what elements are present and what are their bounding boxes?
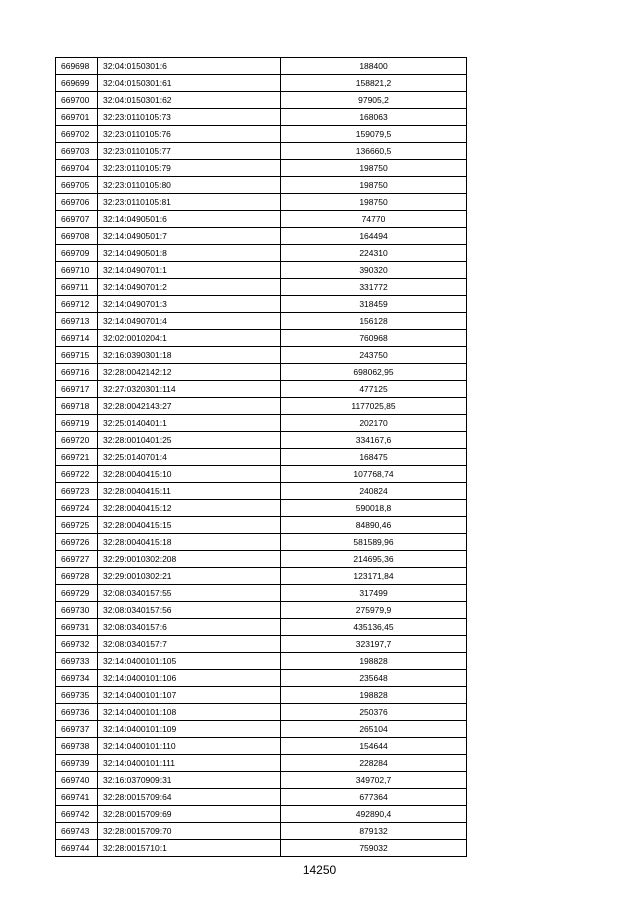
cadastral-number-cell: 32:28:0040415:15: [98, 517, 281, 534]
cadastral-number-cell: 32:23:0110105:77: [98, 143, 281, 160]
table-row: [56, 534, 467, 551]
value-cell: 275979,9: [281, 602, 467, 619]
value-cell: 318459: [281, 296, 467, 313]
row-number-cell: 669733: [56, 653, 98, 670]
value-cell: 188400: [281, 58, 467, 75]
cadastral-number-cell: 32:14:0400101:105: [98, 653, 281, 670]
table-row: [56, 687, 467, 704]
table-row: [56, 262, 467, 279]
value-cell: 202170: [281, 415, 467, 432]
table-row: [56, 619, 467, 636]
value-cell: 240824: [281, 483, 467, 500]
value-cell: 492890,4: [281, 806, 467, 823]
value-cell: 323197,7: [281, 636, 467, 653]
row-number-cell: 669726: [56, 534, 98, 551]
value-cell: 198750: [281, 177, 467, 194]
value-cell: 390320: [281, 262, 467, 279]
cadastral-number-cell: 32:27:0320301:114: [98, 381, 281, 398]
row-number-cell: 669735: [56, 687, 98, 704]
value-cell: 198828: [281, 653, 467, 670]
row-number-cell: 669728: [56, 568, 98, 585]
table-row: [56, 296, 467, 313]
value-cell: 349702,7: [281, 772, 467, 789]
value-cell: 228284: [281, 755, 467, 772]
value-cell: 159079,5: [281, 126, 467, 143]
table-row: [56, 160, 467, 177]
cadastral-number-cell: 32:14:0490501:7: [98, 228, 281, 245]
table-row: [56, 636, 467, 653]
row-number-cell: 669701: [56, 109, 98, 126]
value-cell: 879132: [281, 823, 467, 840]
table-row: [56, 483, 467, 500]
table-row: [56, 228, 467, 245]
cadastral-number-cell: 32:14:0490501:6: [98, 211, 281, 228]
table-row: [56, 551, 467, 568]
value-cell: 235648: [281, 670, 467, 687]
row-number-cell: 669700: [56, 92, 98, 109]
table-row: [56, 432, 467, 449]
cadastral-number-cell: 32:28:0015710:1: [98, 840, 281, 857]
table-row: [56, 245, 467, 262]
row-number-cell: 669698: [56, 58, 98, 75]
table-row: [56, 653, 467, 670]
value-cell: 214695,36: [281, 551, 467, 568]
row-number-cell: 669736: [56, 704, 98, 721]
value-cell: 759032: [281, 840, 467, 857]
table-row: [56, 602, 467, 619]
row-number-cell: 669712: [56, 296, 98, 313]
row-number-cell: 669739: [56, 755, 98, 772]
row-number-cell: 669703: [56, 143, 98, 160]
table-row: [56, 398, 467, 415]
cadastral-number-cell: 32:14:0490501:8: [98, 245, 281, 262]
cadastral-number-cell: 32:16:0370909:31: [98, 772, 281, 789]
row-number-cell: 669716: [56, 364, 98, 381]
row-number-cell: 669702: [56, 126, 98, 143]
row-number-cell: 669742: [56, 806, 98, 823]
row-number-cell: 669723: [56, 483, 98, 500]
row-number-cell: 669720: [56, 432, 98, 449]
row-number-cell: 669740: [56, 772, 98, 789]
value-cell: 154644: [281, 738, 467, 755]
table-row: [56, 721, 467, 738]
value-cell: 156128: [281, 313, 467, 330]
table-row: [56, 364, 467, 381]
cadastral-number-cell: 32:28:0042142:12: [98, 364, 281, 381]
cadastral-number-cell: 32:14:0490701:4: [98, 313, 281, 330]
row-number-cell: 669737: [56, 721, 98, 738]
cadastral-number-cell: 32:08:0340157:56: [98, 602, 281, 619]
table-row: [56, 738, 467, 755]
value-cell: 168475: [281, 449, 467, 466]
table-row: [56, 58, 467, 75]
table-row: [56, 789, 467, 806]
value-cell: 224310: [281, 245, 467, 262]
cadastral-number-cell: 32:14:0400101:111: [98, 755, 281, 772]
value-cell: 107768,74: [281, 466, 467, 483]
cadastral-number-cell: 32:14:0400101:106: [98, 670, 281, 687]
cadastral-number-cell: 32:28:0010401:25: [98, 432, 281, 449]
value-cell: 243750: [281, 347, 467, 364]
row-number-cell: 669719: [56, 415, 98, 432]
value-cell: 198828: [281, 687, 467, 704]
page-number: 14250: [302, 863, 337, 877]
table-row: [56, 772, 467, 789]
table-row: [56, 517, 467, 534]
table-row: [56, 211, 467, 228]
value-cell: 590018,8: [281, 500, 467, 517]
table-row: [56, 313, 467, 330]
row-number-cell: 669731: [56, 619, 98, 636]
row-number-cell: 669704: [56, 160, 98, 177]
cadastral-number-cell: 32:28:0042143:27: [98, 398, 281, 415]
cadastral-number-cell: 32:28:0040415:10: [98, 466, 281, 483]
value-cell: 477125: [281, 381, 467, 398]
cadastral-number-cell: 32:23:0110105:79: [98, 160, 281, 177]
row-number-cell: 669705: [56, 177, 98, 194]
row-number-cell: 669713: [56, 313, 98, 330]
value-cell: 198750: [281, 194, 467, 211]
value-cell: 198750: [281, 160, 467, 177]
cadastral-number-cell: 32:29:0010302:21: [98, 568, 281, 585]
cadastral-number-cell: 32:23:0110105:73: [98, 109, 281, 126]
value-cell: 1177025,85: [281, 398, 467, 415]
table-row: [56, 330, 467, 347]
cadastral-number-cell: 32:04:0150301:62: [98, 92, 281, 109]
row-number-cell: 669707: [56, 211, 98, 228]
table-row: [56, 279, 467, 296]
table-row: [56, 449, 467, 466]
table-row: [56, 126, 467, 143]
value-cell: 250376: [281, 704, 467, 721]
value-cell: 677364: [281, 789, 467, 806]
table-row: [56, 500, 467, 517]
cadastral-number-cell: 32:28:0040415:12: [98, 500, 281, 517]
cadastral-number-cell: 32:23:0110105:80: [98, 177, 281, 194]
value-cell: 123171,84: [281, 568, 467, 585]
table-row: [56, 177, 467, 194]
cadastral-number-cell: 32:14:0400101:107: [98, 687, 281, 704]
value-cell: 168063: [281, 109, 467, 126]
cadastral-number-cell: 32:25:0140701:4: [98, 449, 281, 466]
cadastral-number-cell: 32:08:0340157:6: [98, 619, 281, 636]
row-number-cell: 669699: [56, 75, 98, 92]
table-row: [56, 823, 467, 840]
table-row: [56, 466, 467, 483]
row-number-cell: 669741: [56, 789, 98, 806]
cadastral-number-cell: 32:14:0490701:1: [98, 262, 281, 279]
row-number-cell: 669732: [56, 636, 98, 653]
table-row: [56, 109, 467, 126]
records-table: [55, 57, 467, 857]
row-number-cell: 669711: [56, 279, 98, 296]
row-number-cell: 669744: [56, 840, 98, 857]
table-row: [56, 381, 467, 398]
row-number-cell: 669708: [56, 228, 98, 245]
table-row: [56, 755, 467, 772]
cadastral-number-cell: 32:23:0110105:76: [98, 126, 281, 143]
cadastral-number-cell: 32:14:0490701:2: [98, 279, 281, 296]
row-number-cell: 669710: [56, 262, 98, 279]
cadastral-number-cell: 32:28:0040415:11: [98, 483, 281, 500]
value-cell: 97905,2: [281, 92, 467, 109]
cadastral-number-cell: 32:29:0010302:208: [98, 551, 281, 568]
value-cell: 164494: [281, 228, 467, 245]
row-number-cell: 669727: [56, 551, 98, 568]
row-number-cell: 669722: [56, 466, 98, 483]
row-number-cell: 669743: [56, 823, 98, 840]
row-number-cell: 669714: [56, 330, 98, 347]
value-cell: 698062,95: [281, 364, 467, 381]
table-row: [56, 585, 467, 602]
table-row: [56, 415, 467, 432]
value-cell: 158821,2: [281, 75, 467, 92]
cadastral-number-cell: 32:28:0040415:18: [98, 534, 281, 551]
table-row: [56, 92, 467, 109]
row-number-cell: 669717: [56, 381, 98, 398]
cadastral-number-cell: 32:02:0010204:1: [98, 330, 281, 347]
row-number-cell: 669738: [56, 738, 98, 755]
table-row: [56, 347, 467, 364]
table-row: [56, 568, 467, 585]
row-number-cell: 669730: [56, 602, 98, 619]
row-number-cell: 669729: [56, 585, 98, 602]
value-cell: 136660,5: [281, 143, 467, 160]
row-number-cell: 669709: [56, 245, 98, 262]
cadastral-number-cell: 32:14:0400101:108: [98, 704, 281, 721]
records-table-body: [56, 58, 467, 857]
table-row: [56, 143, 467, 160]
cadastral-number-cell: 32:28:0015709:70: [98, 823, 281, 840]
value-cell: 334167,6: [281, 432, 467, 449]
cadastral-number-cell: 32:08:0340157:55: [98, 585, 281, 602]
row-number-cell: 669715: [56, 347, 98, 364]
value-cell: 435136,45: [281, 619, 467, 636]
table-row: [56, 75, 467, 92]
table-row: [56, 806, 467, 823]
row-number-cell: 669706: [56, 194, 98, 211]
value-cell: 265104: [281, 721, 467, 738]
cadastral-number-cell: 32:16:0390301:18: [98, 347, 281, 364]
cadastral-number-cell: 32:04:0150301:6: [98, 58, 281, 75]
cadastral-number-cell: 32:25:0140401:1: [98, 415, 281, 432]
cadastral-number-cell: 32:14:0490701:3: [98, 296, 281, 313]
cadastral-number-cell: 32:14:0400101:110: [98, 738, 281, 755]
row-number-cell: 669718: [56, 398, 98, 415]
value-cell: 317499: [281, 585, 467, 602]
table-row: [56, 670, 467, 687]
cadastral-number-cell: 32:14:0400101:109: [98, 721, 281, 738]
cadastral-number-cell: 32:08:0340157:7: [98, 636, 281, 653]
cadastral-number-cell: 32:28:0015709:64: [98, 789, 281, 806]
row-number-cell: 669724: [56, 500, 98, 517]
cadastral-number-cell: 32:28:0015709:69: [98, 806, 281, 823]
value-cell: 74770: [281, 211, 467, 228]
value-cell: 581589,96: [281, 534, 467, 551]
table-row: [56, 704, 467, 721]
cadastral-number-cell: 32:23:0110105:81: [98, 194, 281, 211]
table-row: [56, 840, 467, 857]
value-cell: 84890,46: [281, 517, 467, 534]
value-cell: 760968: [281, 330, 467, 347]
table-row: [56, 194, 467, 211]
cadastral-number-cell: 32:04:0150301:61: [98, 75, 281, 92]
row-number-cell: 669721: [56, 449, 98, 466]
row-number-cell: 669725: [56, 517, 98, 534]
row-number-cell: 669734: [56, 670, 98, 687]
value-cell: 331772: [281, 279, 467, 296]
